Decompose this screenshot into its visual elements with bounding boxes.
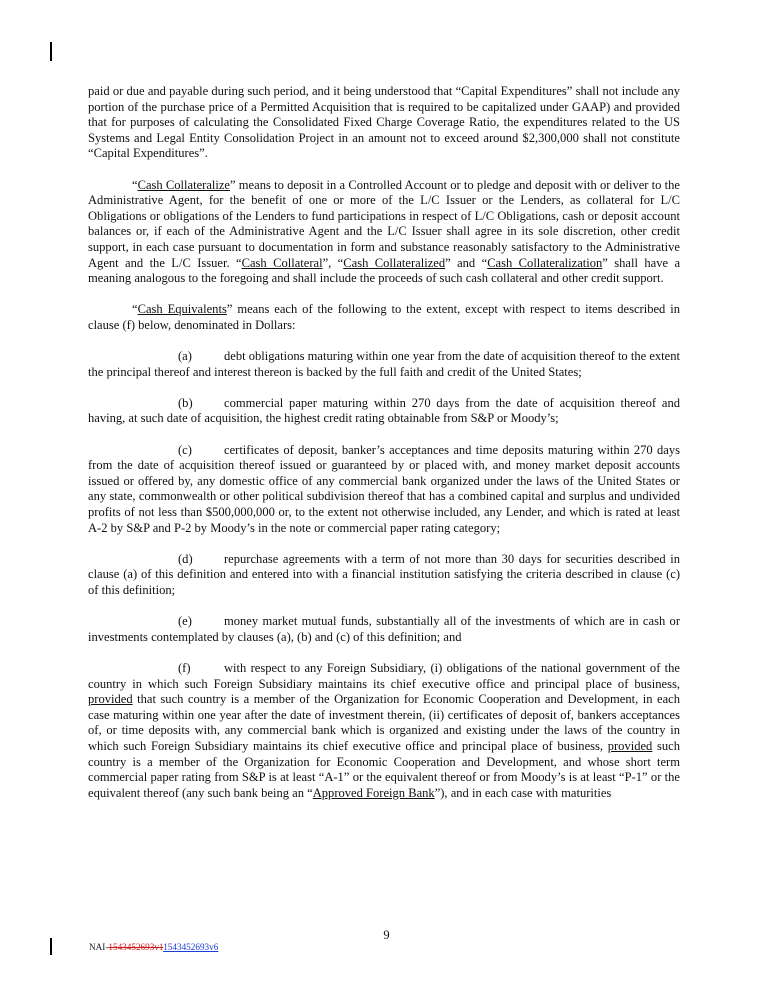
change-bar-bottom bbox=[50, 938, 52, 955]
clause-e bbox=[88, 614, 680, 645]
change-bar-top bbox=[50, 42, 52, 61]
document-id bbox=[89, 942, 218, 952]
definition-cash-collateralize bbox=[88, 178, 680, 287]
open-quote: “ bbox=[132, 302, 138, 317]
clause-b bbox=[88, 396, 680, 427]
clause-label: (e) bbox=[178, 614, 192, 629]
defined-term-cash-equivalents: Cash Equivalents bbox=[137, 302, 227, 317]
proviso-term: provided bbox=[88, 692, 133, 707]
open-quote: “ bbox=[132, 177, 138, 192]
doc-id-inserted: 1543452693v6 bbox=[163, 942, 219, 952]
definition-text: ” means each of the following to the extent, except with respect to items described in clause (f) below, denominated in Dollars: bbox=[88, 302, 680, 332]
defined-term-cash-collateralization: Cash Collateralization bbox=[487, 255, 603, 270]
paragraph-capital-expenditures: paid or due and payable during such period, and it being understood that “Capital Expenditures” shall not include any portion of the purchase price of a Permitted Acquisition that is required to be capitalized under GAAP) and provided that for purposes of calculating the Consolidated Fixed Charge Coverage Ratio, the expenditures related to the US Systems and Legal Entity Consolidation Project in an amount not to exceed around $2,300,000 shall not constitute “Capital Expenditures”. bbox=[88, 84, 680, 161]
clause-f bbox=[88, 661, 680, 801]
clause-text: money market mutual funds, substantially all of the investments of which are in cash or investments contemplated by clauses (a), (b) and (c) of this definition; and bbox=[88, 614, 680, 644]
definition-text: ” shall have a meaning analogous to the foregoing and shall include the proceeds of such cash collateral and other credit support. bbox=[88, 255, 681, 286]
clause-c bbox=[88, 443, 680, 537]
separator: ” and “ bbox=[445, 255, 488, 270]
proviso-term: provided bbox=[607, 738, 653, 753]
clause-text: debt obligations maturing within one year from the date of acquisition thereof to the extent the principal thereof and interest thereon is backed by the full faith and credit of the United States; bbox=[88, 349, 680, 379]
clause-label: (a) bbox=[178, 349, 192, 364]
clause-text: that such country is a member of the Organization for Economic Cooperation and Development, in each case maturing within one year after the date of investment therein, (ii) certificates of deposit of, bankers acceptances of, or time deposits with, any commercial bank which is organized and existing under the laws of the country in which such Foreign Subsidiary maintains its chief executive office and principal place of business, bbox=[88, 692, 680, 753]
clause-label: (f) bbox=[178, 660, 191, 675]
page-number: 9 bbox=[383, 928, 390, 942]
separator: ”, “ bbox=[322, 255, 344, 270]
clause-text: ”), and in each case with maturities bbox=[434, 785, 612, 800]
defined-term-cash-collateral: Cash Collateral bbox=[241, 255, 323, 270]
definition-text: ” means to deposit in a Controlled Account or to pledge and deposit with or deliver to the Administrative Agent, for the benefit of one or more of the L/C Issuer or the Lenders, as collateral for L/C Obligations or obligations of the Lenders to fund participations in respect of L/C Obligations, cash or deposit account balances or, if each of the Administrative Agent and the L/C Issuer shall agree in its sole discretion, other credit support, in each case pursuant to documentation in form and substance reasonably satisfactory to the Administrative Agent and the L/C Issuer. “ bbox=[88, 177, 681, 270]
clause-d bbox=[88, 552, 680, 599]
doc-id-prefix: NAI- bbox=[89, 942, 109, 952]
document-body bbox=[88, 84, 680, 817]
doc-id-deleted: 1543452693v1 bbox=[108, 942, 164, 952]
defined-term-cash-collateralize: Cash Collateralize bbox=[137, 177, 230, 192]
clause-text: with respect to any Foreign Subsidiary, (i) obligations of the national government of the country in which such Foreign Subsidiary maintains its chief executive office and principal place of business, bbox=[88, 660, 680, 691]
clause-text: certificates of deposit, banker’s acceptances and time deposits maturing within 270 days from the date of acquisition thereof issued or guaranteed by or placed with, and money market deposit accounts issued or offered by, any domestic office of any commercial bank organized under the laws of the United States or any state, commonwealth or other political subdivision thereof that has a combined capital and surplus and undivided profits of not less than $500,000,000 or, to the extent not otherwise included, any Lender, and which is rated at least A-2 by S&P and P-2 by Moody’s in the note or commercial paper rating category; bbox=[88, 442, 680, 535]
definition-cash-equivalents bbox=[88, 302, 680, 333]
clause-a bbox=[88, 349, 680, 380]
clause-text: commercial paper maturing within 270 days from the date of acquisition thereof and having, at such date of acquisition, the highest credit rating obtainable from S&P or Moody’s; bbox=[88, 395, 680, 426]
clause-label: (c) bbox=[178, 442, 192, 457]
clause-label: (d) bbox=[178, 551, 193, 566]
clause-text: such country is a member of the Organization for Economic Cooperation and Development, and whose short term commercial paper rating from S&P is at least “A-1” or the equivalent thereof or from Moody’s is at least “P-1” or the equivalent thereof (any such bank being an “ bbox=[88, 738, 680, 800]
clause-label: (b) bbox=[178, 395, 193, 410]
defined-term-approved-foreign-bank: Approved Foreign Bank bbox=[312, 785, 435, 800]
clause-text: repurchase agreements with a term of not more than 30 days for securities described in clause (a) of this definition and entered into with a financial institution satisfying the criteria described in clause (c) of this definition; bbox=[88, 551, 680, 597]
defined-term-cash-collateralized: Cash Collateralized bbox=[343, 255, 446, 270]
